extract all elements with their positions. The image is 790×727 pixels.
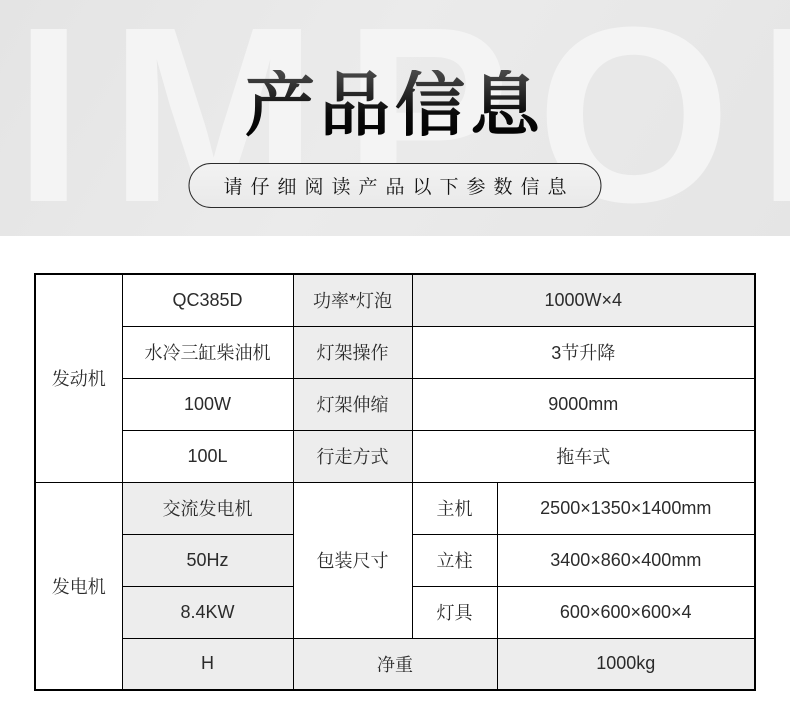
cell-engine-power: 100W [122,378,293,430]
cell-packing-lamp-value: 600×600×600×4 [497,586,755,638]
cell-power-bulb-label: 功率*灯泡 [293,274,412,326]
table-row [35,326,755,378]
cell-light-frame-extension-value: 9000mm [412,378,755,430]
cell-engine-type: 水冷三缸柴油机 [122,326,293,378]
spec-table [34,273,756,691]
subtitle-pill [188,163,601,208]
cell-packing-column-label: 立柱 [412,534,497,586]
cell-travel-mode-label: 行走方式 [293,430,412,482]
cell-power-bulb-value: 1000W×4 [412,274,755,326]
cell-light-frame-operation-label: 灯架操作 [293,326,412,378]
cell-engine-model: QC385D [122,274,293,326]
cell-packing-column-value: 3400×860×400mm [497,534,755,586]
cell-light-frame-operation-value: 3节升降 [412,326,755,378]
cell-light-frame-extension-label: 灯架伸缩 [293,378,412,430]
cell-net-weight-value: 1000kg [497,638,755,690]
cell-generator-power: 8.4KW [122,586,293,638]
cell-engine-category: 发动机 [35,274,122,482]
cell-generator-h: H [122,638,293,690]
cell-packing-main-value: 2500×1350×1400mm [497,482,755,534]
table-row [35,430,755,482]
content-area [0,273,790,691]
cell-fuel-capacity: 100L [122,430,293,482]
subtitle-text: 请仔细阅读产品以下参数信息 [223,177,575,198]
cell-packing-lamp-label: 灯具 [412,586,497,638]
cell-generator-category: 发电机 [35,482,122,690]
table-row [35,274,755,326]
cell-packing-size-label: 包装尺寸 [293,482,412,638]
cell-generator-frequency: 50Hz [122,534,293,586]
cell-net-weight-label: 净重 [293,638,497,690]
header-banner [0,0,790,236]
page-title: 产品信息 [0,70,790,140]
table-row [35,378,755,430]
table-row [35,482,755,534]
cell-generator-type: 交流发电机 [122,482,293,534]
cell-packing-main-label: 主机 [412,482,497,534]
table-row [35,638,755,690]
cell-travel-mode-value: 拖车式 [412,430,755,482]
